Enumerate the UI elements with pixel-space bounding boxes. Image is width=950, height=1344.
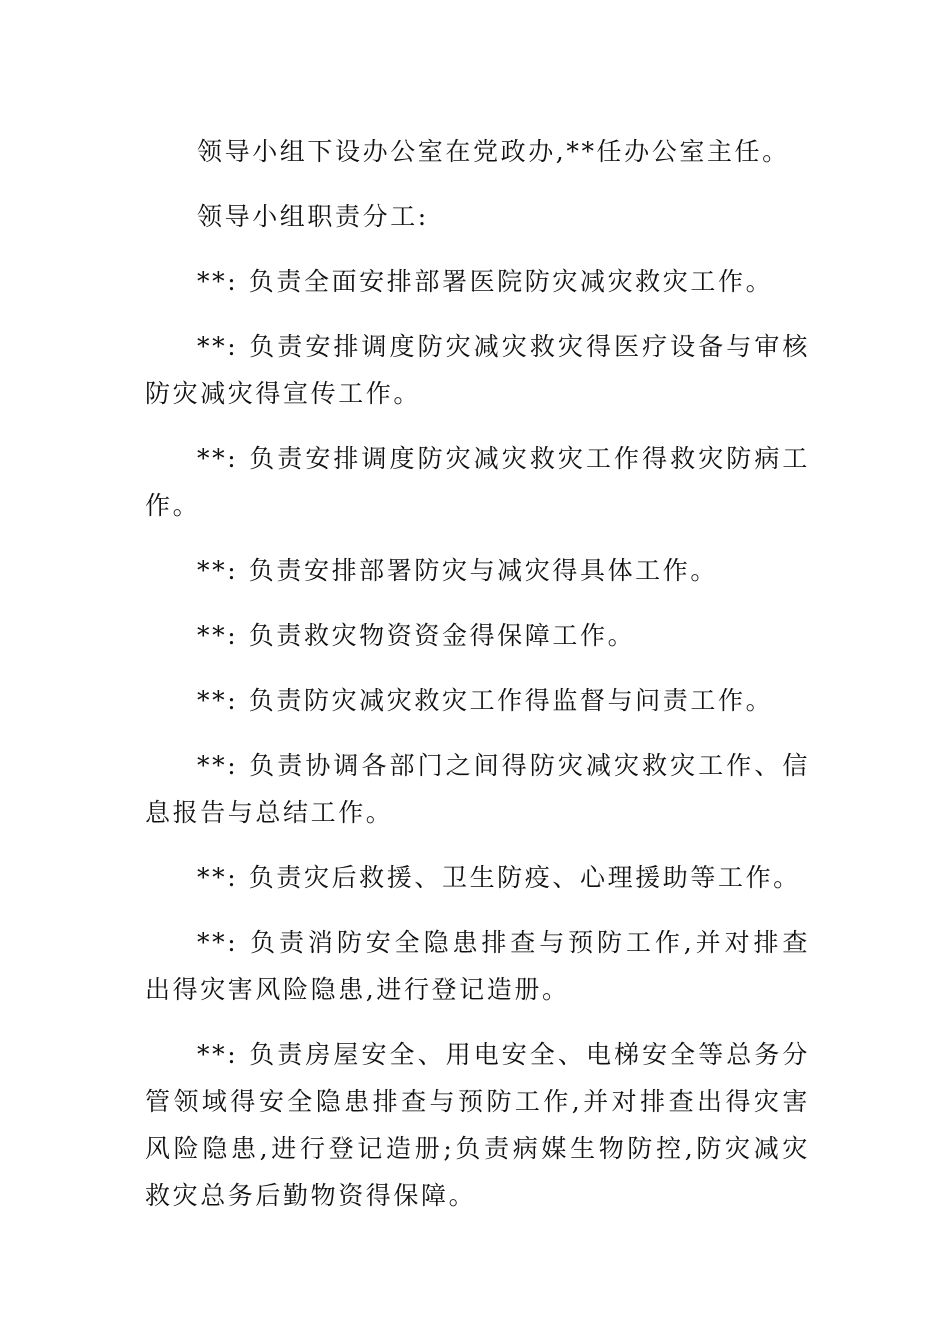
paragraph-duty-10: **: 负责房屋安全、用电安全、电梯安全等总务分管领域得安全隐患排查与预防工作,并对排查出得灾害风险隐患,进行登记造册;负责病媒生物防控,防灾减灾救灾总务后勤物资得保障。 xyxy=(145,1040,810,1210)
paragraph-duties-heading: 领导小组职责分工: xyxy=(197,202,429,231)
paragraph-duty-9: **: 负责消防安全隐患排查与预防工作,并对排查出得灾害风险隐患,进行登记造册。 xyxy=(145,928,810,1004)
paragraph-duty-8: **: 负责灾后救援、卫生防疫、心理援助等工作。 xyxy=(197,863,801,892)
paragraph-duty-6: **: 负责防灾减灾救灾工作得监督与问责工作。 xyxy=(197,686,774,715)
paragraph-duty-5: **: 负责救灾物资资金得保障工作。 xyxy=(197,621,636,650)
paragraph-office: 领导小组下设办公室在党政办,**任办公室主任。 xyxy=(197,137,790,166)
paragraph-duty-2: **: 负责安排调度防灾减灾救灾得医疗设备与审核防灾减灾得宣传工作。 xyxy=(145,332,810,408)
document-body xyxy=(145,128,810,1237)
paragraph-duty-7: **: 负责协调各部门之间得防灾减灾救灾工作、信息报告与总结工作。 xyxy=(145,751,810,827)
paragraph-duty-4: **: 负责安排部署防灾与减灾得具体工作。 xyxy=(197,556,718,585)
paragraph-duty-1: **: 负责全面安排部署医院防灾减灾救灾工作。 xyxy=(197,267,774,296)
paragraph-duty-3: **: 负责安排调度防灾减灾救灾工作得救灾防病工作。 xyxy=(145,444,810,520)
